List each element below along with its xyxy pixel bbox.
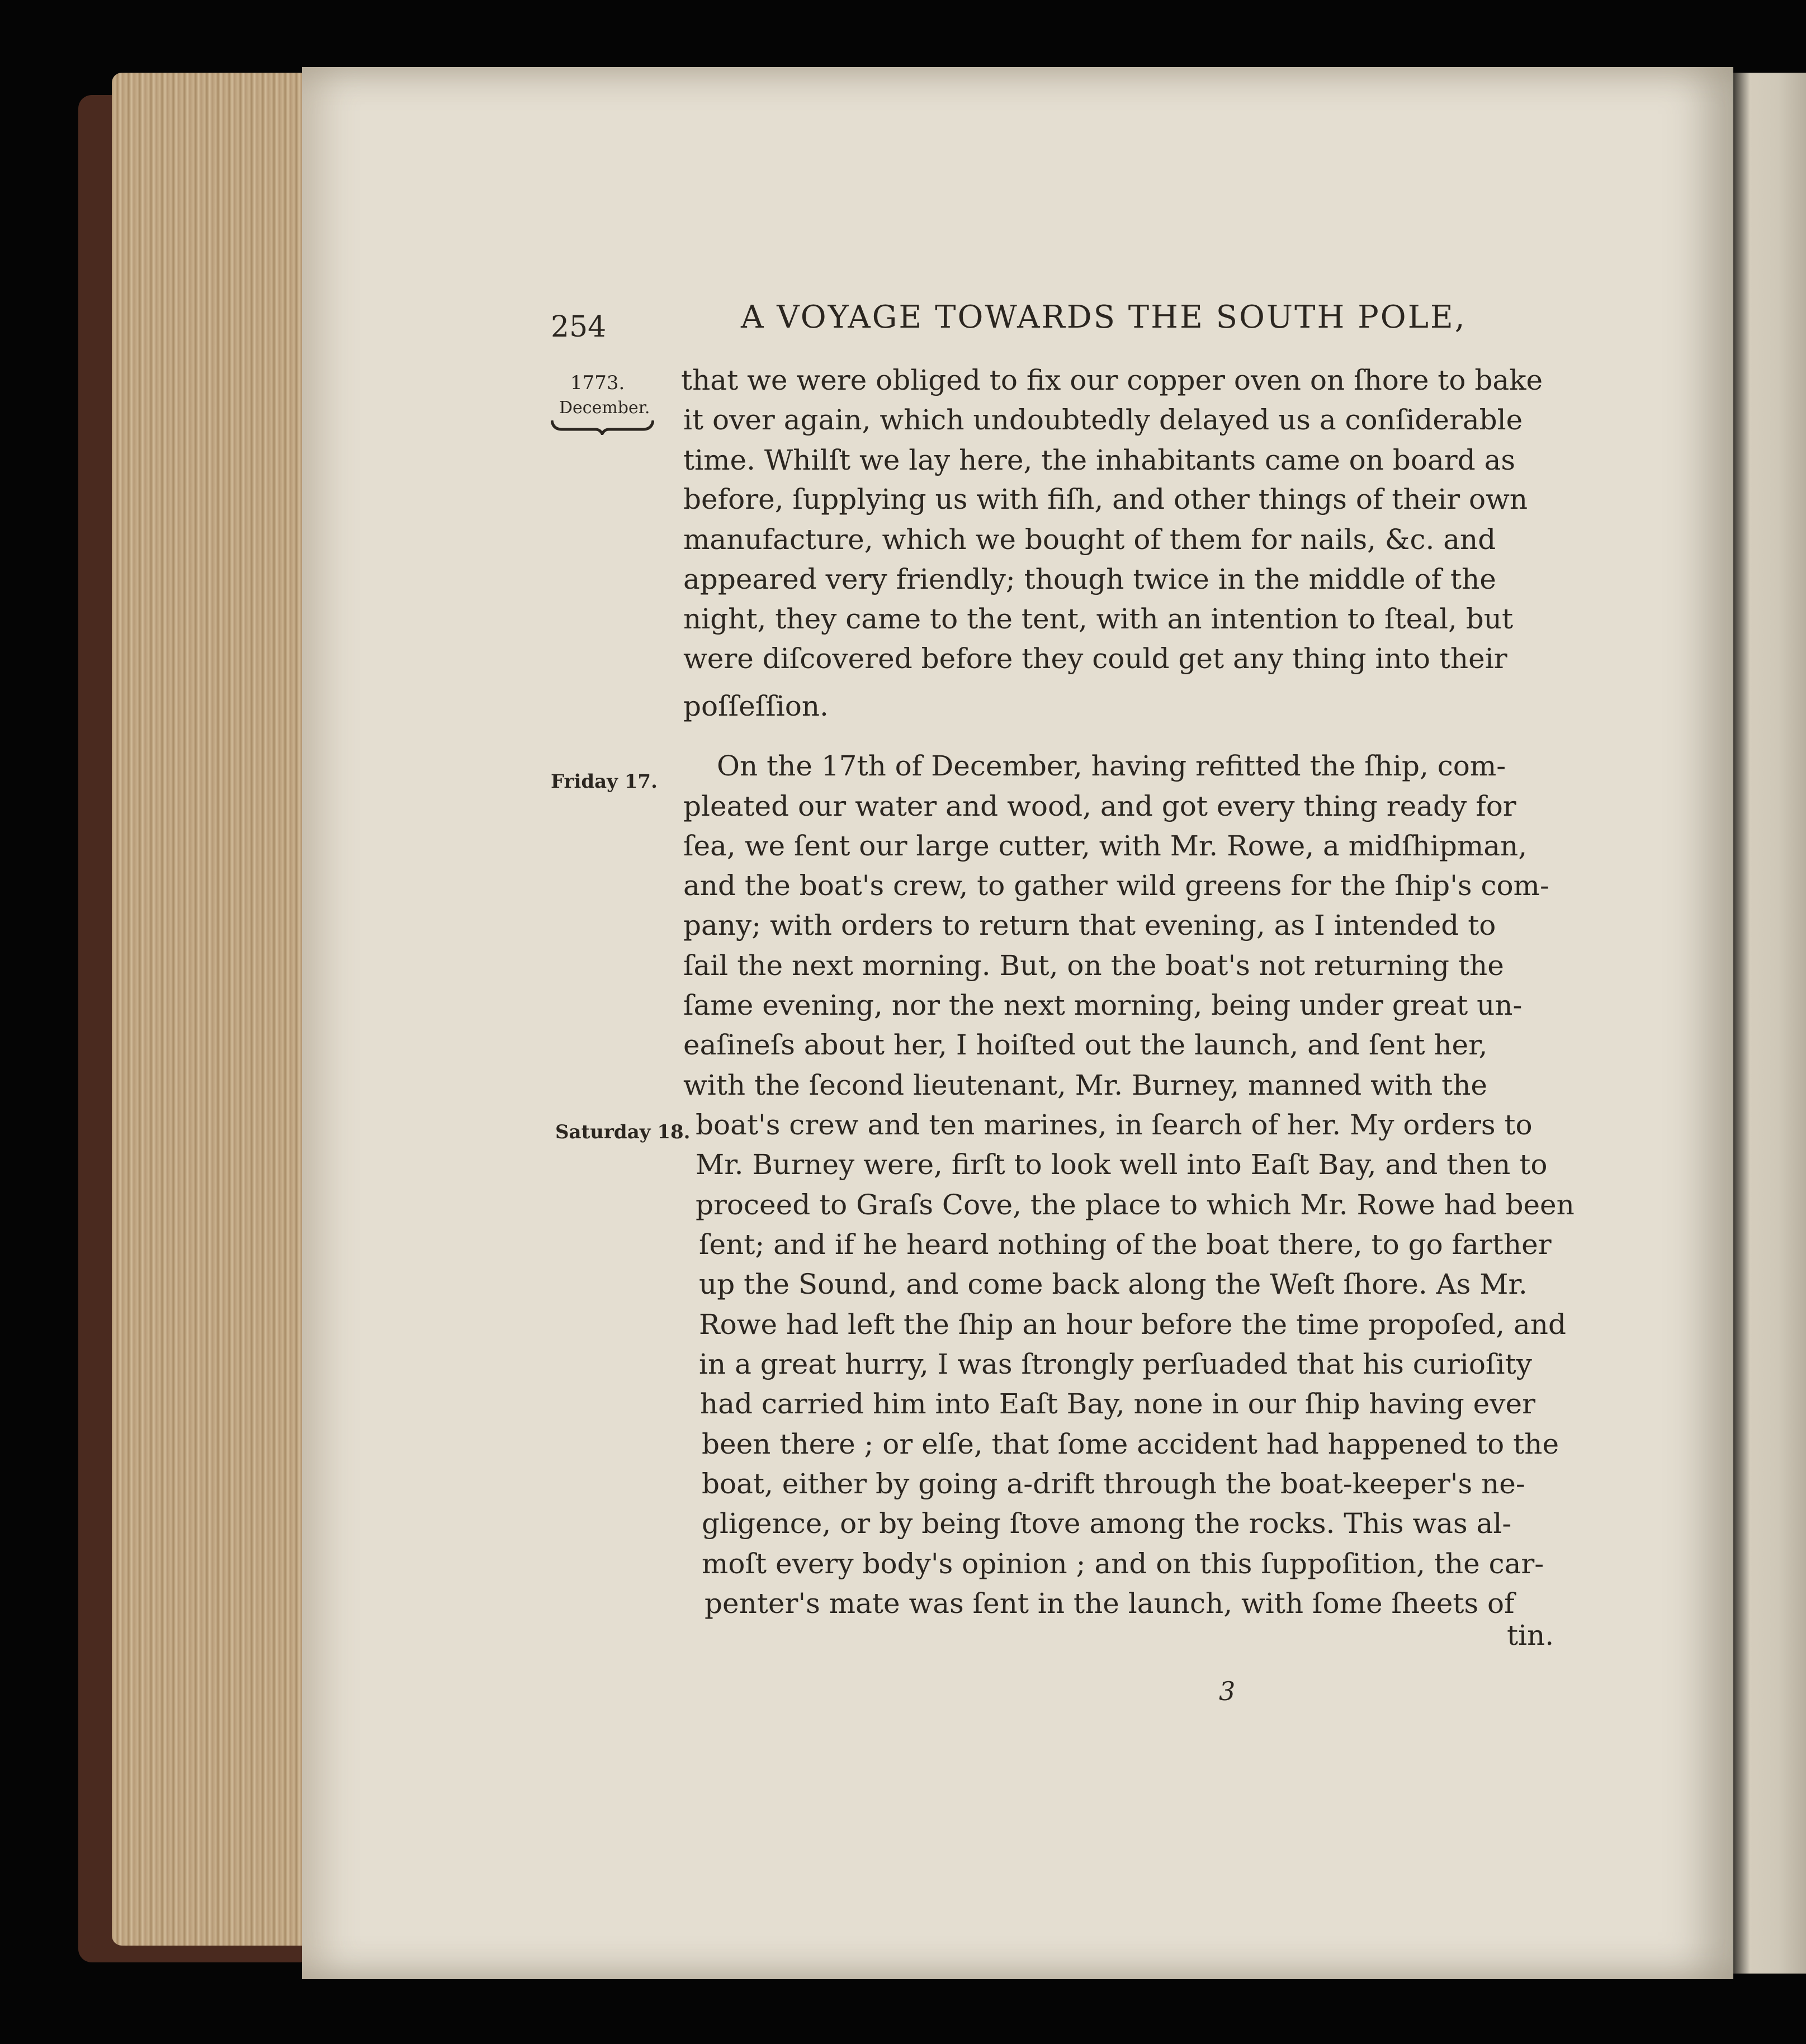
text-line: poſſeſſion. bbox=[683, 690, 829, 722]
text-line: moſt every body's opinion ; and on this ſuppoſition, the car- bbox=[702, 1548, 1544, 1580]
text-line: appeared very friendly; though twice in the middle of the bbox=[683, 563, 1496, 595]
facing-page-edge bbox=[1733, 73, 1806, 1974]
text-line: boat's crew and ten marines, in ſearch of her. My orders to bbox=[696, 1109, 1533, 1141]
text-line: were diſcovered before they could get any thing into their bbox=[683, 642, 1507, 675]
text-line: Mr. Burney were, firſt to look well into Eaſt Bay, and then to bbox=[696, 1148, 1548, 1181]
margin-year: 1773. bbox=[570, 372, 625, 394]
text-line: Rowe had left the ſhip an hour before the time propoſed, and bbox=[699, 1308, 1566, 1341]
text-line: and the boat's crew, to gather wild greens for the ſhip's com- bbox=[683, 869, 1549, 902]
text-line: had carried him into Eaſt Bay, none in our ſhip having ever bbox=[700, 1388, 1535, 1420]
running-head: A VOYAGE TOWARDS THE SOUTH POLE, bbox=[741, 299, 1467, 335]
text-line: On the 17th of December, having refitted the ſhip, com- bbox=[717, 750, 1506, 782]
text-line: boat, either by going a-drift through the boat-keeper's ne- bbox=[702, 1468, 1525, 1500]
text-line: pleated our water and wood, and got every thing ready for bbox=[683, 790, 1516, 822]
text-line: ſail the next morning. But, on the boat's not returning the bbox=[683, 949, 1504, 982]
text-line: before, ſupplying us with fiſh, and other things of their own bbox=[683, 483, 1528, 515]
text-line: proceed to Graſs Cove, the place to which Mr. Rowe had been bbox=[696, 1189, 1575, 1221]
text-line: manufacture, which we bought of them for nails, &c. and bbox=[683, 523, 1496, 556]
margin-note-saturday: Saturday 18. bbox=[555, 1121, 691, 1143]
text-line: night, they came to the tent, with an intention to ſteal, but bbox=[683, 603, 1514, 635]
margin-brace bbox=[551, 418, 654, 435]
text-line: ſame evening, nor the next morning, being under great un- bbox=[683, 989, 1523, 1021]
catchword: tin. bbox=[1507, 1619, 1554, 1652]
text-line: gligence, or by being ſtove among the rocks. This was al- bbox=[702, 1507, 1512, 1540]
text-line: with the ſecond lieutenant, Mr. Burney, manned with the bbox=[683, 1069, 1488, 1101]
signature-mark: 3 bbox=[1219, 1676, 1236, 1706]
text-line: that we were obliged to fix our copper oven on ſhore to bake bbox=[681, 364, 1543, 396]
book-page bbox=[302, 67, 1733, 1979]
text-line: in a great hurry, I was ſtrongly perſuaded that his curioſity bbox=[699, 1348, 1532, 1380]
text-line: pany; with orders to return that evening, as I intended to bbox=[683, 909, 1496, 941]
margin-month: December. bbox=[559, 398, 650, 418]
text-line: ſea, we ſent our large cutter, with Mr. Rowe, a midſhipman, bbox=[683, 830, 1528, 862]
text-line: been there ; or elſe, that ſome accident had happened to the bbox=[702, 1428, 1559, 1460]
text-line: ſent; and if he heard nothing of the boat there, to go farther bbox=[699, 1228, 1552, 1261]
text-line: eaſineſs about her, I hoiſted out the launch, and ſent her, bbox=[683, 1029, 1488, 1061]
text-line: it over again, which undoubtedly delayed us a conſiderable bbox=[683, 404, 1523, 436]
text-line: up the Sound, and come back along the Weſt ſhore. As Mr. bbox=[699, 1268, 1528, 1300]
page-number: 254 bbox=[551, 310, 607, 344]
margin-note-friday: Friday 17. bbox=[551, 770, 658, 793]
page-edges bbox=[112, 73, 313, 1946]
text-line: penter's mate was ſent in the launch, with ſome ſheets of bbox=[705, 1587, 1515, 1620]
text-line: time. Whilſt we lay here, the inhabitants came on board as bbox=[683, 444, 1516, 476]
